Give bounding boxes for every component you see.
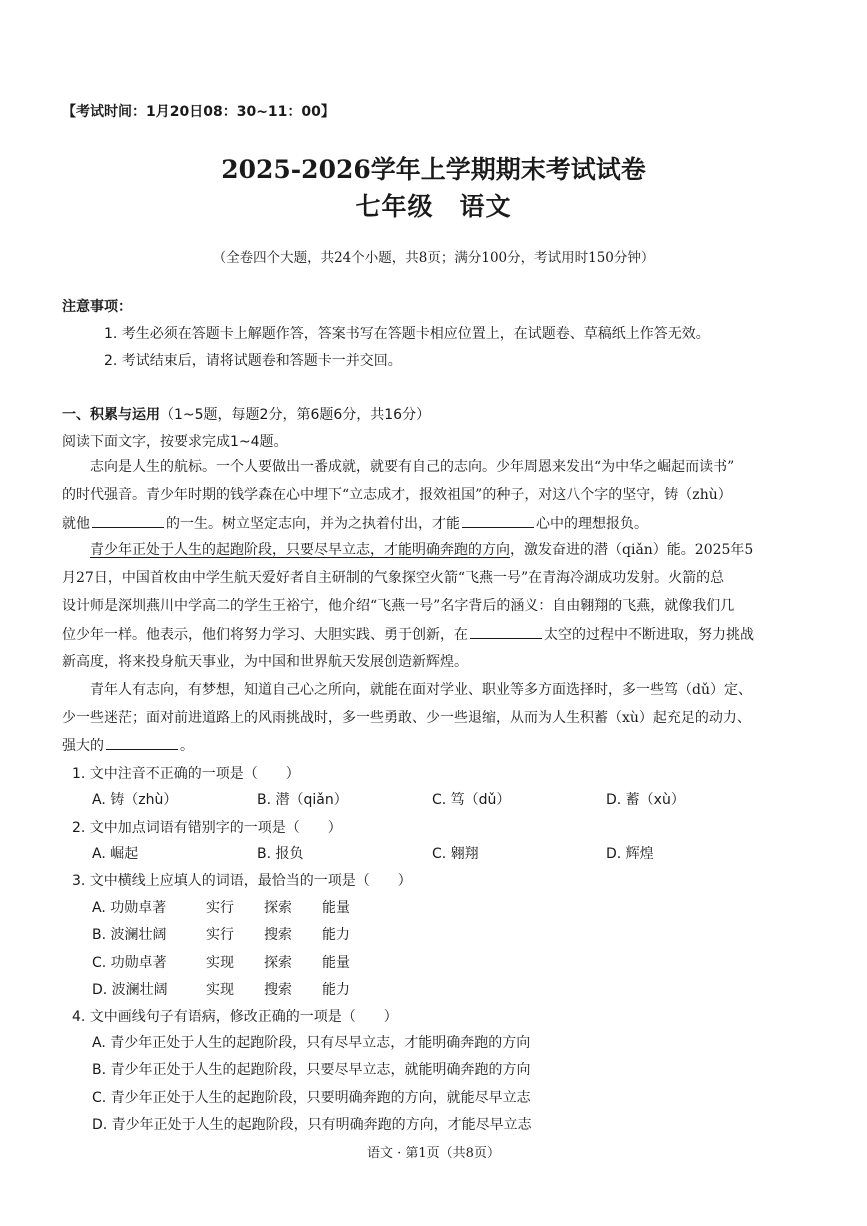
passage-text: 就他 bbox=[62, 516, 90, 532]
passage-line bbox=[62, 654, 802, 670]
option-word: 能力 bbox=[322, 927, 350, 943]
section-heading bbox=[62, 404, 430, 424]
dotted-word: 报负 bbox=[606, 516, 634, 532]
option-a[interactable]: A. 崛起 bbox=[92, 846, 139, 862]
passage-text: 。 bbox=[454, 654, 468, 670]
exam-time: 【考试时间：1月20日08：30~11：00】 bbox=[62, 104, 335, 120]
option-b[interactable] bbox=[92, 924, 350, 944]
fill-blank[interactable] bbox=[462, 515, 534, 528]
passage-text: 太空的过程中不断进取，努力挑战 bbox=[544, 627, 754, 643]
notice-item: 2. 考试结束后，请将试题卷和答题卡一并交回。 bbox=[104, 353, 402, 369]
option-c[interactable] bbox=[92, 952, 350, 972]
question-stem: 1. 文中注音不正确的一项是（ ） bbox=[72, 766, 300, 782]
option-word: 搜索 bbox=[264, 927, 292, 943]
notice-heading: 注意事项： bbox=[62, 299, 132, 315]
option-a[interactable]: A. 铸（zhù） bbox=[92, 792, 178, 808]
passage-line: 少一些迷茫；面对前进道路上的风雨挑战时，多一些勇敢、少一些退缩，从而为人生积蓄（xù）起充足的动力、 bbox=[62, 710, 751, 726]
page-footer: 语文 · 第1页（共8页） bbox=[367, 1146, 500, 1161]
passage-line: 青年人有志向，有梦想，知道自己心之所向，就能在面对学业、职业等多方面选择时，多一些笃（dǔ）定、 bbox=[62, 682, 752, 698]
dotted-word: 崛起 bbox=[657, 459, 686, 475]
option-c[interactable]: C. 青少年正处于人生的起跑阶段，只要明确奔跑的方向，就能尽早立志 bbox=[92, 1090, 531, 1106]
option-word: 能量 bbox=[322, 955, 350, 971]
option-b[interactable]: B. 潜（qiǎn） bbox=[257, 792, 348, 808]
option-a[interactable] bbox=[92, 897, 350, 917]
passage-line bbox=[62, 515, 802, 532]
option-b[interactable]: B. 报负 bbox=[257, 846, 304, 862]
passage-text: 新高度，将来投身航天事业，为中国和世界航天发展创造新 bbox=[62, 654, 426, 670]
option-word: 探索 bbox=[264, 900, 292, 916]
option-word: 实现 bbox=[206, 955, 234, 971]
question-stem: 3. 文中横线上应填人的词语，最恰当的一项是（ ） bbox=[72, 873, 412, 889]
option-word: 探索 bbox=[264, 955, 292, 971]
option-word: D. 波澜壮阔 bbox=[92, 982, 168, 998]
passage-line bbox=[62, 737, 802, 754]
notice-item: 1. 考生必须在答题卡上解题作答，答案书写在答题卡相应位置上，在试题卷、草稿纸上作答无效。 bbox=[104, 326, 710, 342]
option-word: A. 功勋卓著 bbox=[92, 900, 167, 916]
exam-title: 2025-2026学年上学期期末考试试卷 bbox=[221, 155, 646, 184]
fill-blank[interactable] bbox=[470, 626, 542, 639]
fill-blank[interactable] bbox=[106, 737, 178, 750]
option-d[interactable]: D. 青少年正处于人生的起跑阶段，只有明确奔跑的方向，才能尽早立志 bbox=[92, 1117, 532, 1133]
question-stem: 2. 文中加点词语有错别字的一项是（ ） bbox=[72, 820, 342, 836]
passage-line: 的时代强音。青少年时期的钱学森在心中埋下“立志成才，报效祖国”的种子，对这八个字的坚守，铸（zhù） bbox=[62, 487, 732, 503]
passage-line bbox=[62, 542, 802, 558]
underlined-sentence: 青少年正处于人生的起跑阶段，只要尽早立志，才能明确奔跑的方向 bbox=[90, 542, 510, 558]
option-word: 搜索 bbox=[264, 982, 292, 998]
passage-text: 心中的理想 bbox=[536, 516, 606, 532]
section-heading-title: 一、积累与运用 bbox=[62, 407, 160, 423]
option-word: 实行 bbox=[206, 900, 234, 916]
option-c[interactable]: C. 翱翔 bbox=[432, 846, 479, 862]
passage-text: 的一生。树立坚定志向，并为之执着付出，才能 bbox=[166, 516, 460, 532]
section-heading-note: （1~5题，每题2分，第6题6分，共16分） bbox=[160, 407, 431, 423]
option-word: 实现 bbox=[206, 982, 234, 998]
option-word: 能量 bbox=[322, 900, 350, 916]
passage-line: 设计师是深圳燕川中学高二的学生王裕宁，他介绍“飞燕一号”名字背后的涵义：自由翱翔的飞燕，就像我们几 bbox=[62, 598, 735, 614]
dotted-word: 辉煌 bbox=[426, 654, 454, 670]
passage-text: 。 bbox=[634, 516, 648, 532]
option-d[interactable]: D. 蓄（xù） bbox=[606, 792, 685, 808]
option-b[interactable]: B. 青少年正处于人生的起跑阶段，只要尽早立志，就能明确奔跑的方向 bbox=[92, 1062, 531, 1078]
option-c[interactable]: C. 笃（dǔ） bbox=[432, 792, 511, 808]
passage-line bbox=[62, 459, 802, 475]
option-a[interactable]: A. 青少年正处于人生的起跑阶段，只有尽早立志，才能明确奔跑的方向 bbox=[92, 1035, 531, 1051]
passage-text: ，激发奋进的潜（qiǎn）能。2025年5 bbox=[510, 542, 754, 558]
option-word: B. 波澜壮阔 bbox=[92, 927, 167, 943]
exam-subtitle: 七年级 语文 bbox=[355, 192, 512, 221]
option-d[interactable]: D. 辉煌 bbox=[606, 846, 654, 862]
section-intro: 阅读下面文字，按要求完成1~4题。 bbox=[62, 434, 288, 450]
exam-info: （全卷四个大题，共24个小题，共8页；满分100分，考试用时150分钟） bbox=[212, 250, 655, 266]
passage-line: 月27日，中国首枚由中学生航天爱好者自主研制的气象探空火箭“飞燕一号”在青海冷湖成功发射。火箭的总 bbox=[62, 570, 725, 586]
passage-text: 志向是人生的航标。一个人要做出一番成就，就要有自己的志向。少年周恩来发出“为中华之 bbox=[62, 459, 658, 475]
question-stem: 4. 文中画线句子有语病，修改正确的一项是（ ） bbox=[72, 1009, 398, 1025]
passage-text: 强大的 bbox=[62, 738, 104, 754]
option-word: 实行 bbox=[206, 927, 234, 943]
option-word: C. 功勋卓著 bbox=[92, 955, 167, 971]
option-word: 能力 bbox=[322, 982, 350, 998]
passage-text: 。 bbox=[180, 738, 194, 754]
fill-blank[interactable] bbox=[92, 515, 164, 528]
option-d[interactable] bbox=[92, 979, 350, 999]
passage-text: 而读书” bbox=[685, 459, 735, 475]
passage-text: 位少年一样。他表示，他们将努力学习、大胆实践、勇于创新，在 bbox=[62, 627, 468, 643]
passage-line bbox=[62, 626, 802, 643]
